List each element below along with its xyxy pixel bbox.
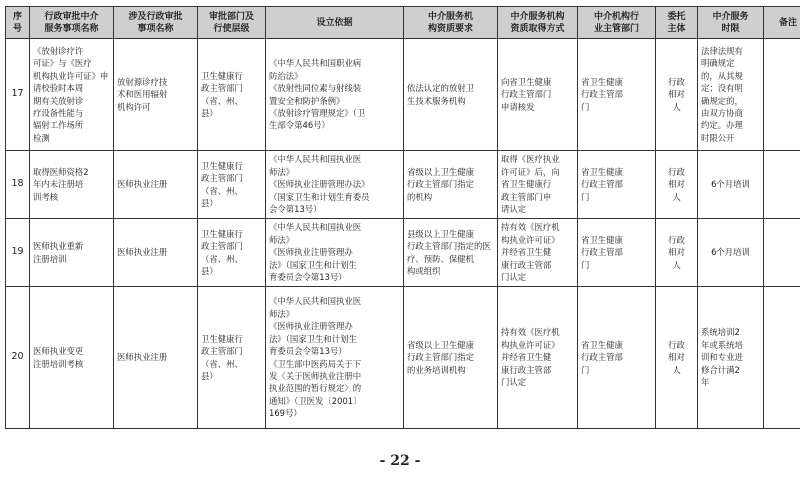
- cell-line: 构执业许可证》: [501, 234, 560, 245]
- cell-method: [498, 219, 578, 287]
- cell-line: 可证》与《医疗: [33, 58, 92, 69]
- cell-line: 时限: [721, 23, 740, 34]
- cell-dept: [198, 287, 266, 429]
- cell-line: 行政主管部: [581, 247, 623, 258]
- cell-line: 门: [581, 191, 590, 202]
- cell-line: 确规定的，: [701, 95, 743, 106]
- cell-line: 训考核: [33, 191, 59, 202]
- cell-line: 持有效《医疗机: [501, 327, 560, 338]
- header-client: [656, 7, 698, 39]
- header-row: [6, 7, 800, 39]
- cell-dept: [198, 151, 266, 219]
- cell-line: 师法》: [269, 166, 295, 177]
- cell-line: 行政主管部门指定: [407, 179, 474, 190]
- cell-basis: [266, 151, 404, 219]
- cell-line: 持有效《医疗机: [501, 222, 560, 233]
- cell-line: 机构许可: [117, 101, 151, 112]
- cell-line: 医师执业重新: [33, 241, 84, 252]
- cell-remark: [764, 219, 800, 287]
- cell-line: 通知》（卫医发〔2001〕: [269, 395, 362, 406]
- cell-line: 省卫生健康: [581, 339, 623, 350]
- cell-line: 辐射工作场所: [33, 120, 84, 131]
- cell-line: 中介服务机构: [510, 11, 565, 22]
- cell-authority: [578, 287, 656, 429]
- cell-line: 《医师执业注册管理办法》: [269, 179, 370, 190]
- cell-line: 6个月培训: [711, 179, 750, 190]
- cell-line: 行政主管部: [581, 179, 623, 190]
- cell-item: [30, 287, 114, 429]
- cell-line: 《医师执业注册管理办: [269, 247, 353, 258]
- cell-line: 《中华人民共和国职业病: [269, 58, 362, 69]
- table-row: [6, 39, 800, 151]
- cell-line: 行政主管部门: [501, 89, 552, 100]
- cell-line: 业主管部门: [593, 23, 639, 34]
- header-related: [114, 7, 198, 39]
- cell-line: 构资质要求: [427, 23, 473, 34]
- cell-line: 取得医师资格2: [33, 166, 89, 177]
- cell-line: 中介服务机: [427, 11, 473, 22]
- cell-timelimit: [698, 39, 764, 151]
- cell-line: （省、州、: [201, 95, 243, 106]
- cell-line: 《中华人民共和国执业医: [269, 296, 362, 307]
- page-number: - 22 -: [379, 453, 421, 469]
- cell-line: 医师执业变更: [33, 346, 84, 357]
- cell-line: 行政主管部: [581, 89, 623, 100]
- cell-line: 《中华人民共和国执业医: [269, 222, 362, 233]
- cell-line: 门: [581, 364, 590, 375]
- cell-line: 中介服务: [712, 11, 749, 22]
- cell-line: 会令第13号）: [269, 204, 322, 215]
- cell-line: （省、州、: [201, 358, 243, 369]
- approval-items-table: [5, 6, 800, 429]
- cell-line: 卫生健康行: [201, 228, 243, 239]
- cell-item: [30, 219, 114, 287]
- cell-line: 行使层级: [213, 23, 250, 34]
- cell-line: 医师执业注册: [117, 352, 168, 363]
- cell-line: 注册培训: [33, 253, 67, 264]
- cell-line: （省、州、: [201, 253, 243, 264]
- cell-qual: [404, 219, 498, 287]
- cell-line: 育委员会令第13号）: [269, 272, 347, 283]
- cell-line: 备注: [778, 17, 797, 28]
- cell-line: 《卫生部中医药局关于下: [269, 358, 362, 369]
- cell-line: 行政主管部门指定: [407, 352, 474, 363]
- cell-line: 康行政主管部: [501, 259, 552, 270]
- cell-client: [656, 39, 698, 151]
- cell-line: 年或系统培: [701, 339, 743, 350]
- cell-line: 6个月培训: [711, 247, 750, 258]
- cell-line: 明确规定: [701, 58, 735, 69]
- cell-line: 许可证》后，向: [501, 166, 560, 177]
- cell-remark: [764, 39, 800, 151]
- cell-line: 防治法》: [269, 70, 303, 81]
- cell-line: 的，从其规: [701, 70, 743, 81]
- cell-line: 涉及行政审批: [128, 11, 183, 22]
- cell-line: 省级以上卫生健康: [407, 166, 474, 177]
- cell-line: 政主管部门: [201, 83, 243, 94]
- cell-dept: [198, 219, 266, 287]
- cell-line: 期有关放射诊: [33, 95, 84, 106]
- cell-basis: [266, 287, 404, 429]
- cell-line: 政主管部门: [201, 346, 243, 357]
- cell-line: 人: [672, 101, 681, 112]
- cell-line: 构执业许可证》: [501, 339, 560, 350]
- cell-line: 主体: [667, 23, 686, 34]
- cell-line: 请认定: [501, 204, 527, 215]
- cell-line: 委托: [667, 11, 686, 22]
- cell-line: 人: [672, 259, 681, 270]
- cell-line: 申请核发: [501, 101, 535, 112]
- cell-line: 机构执业许可证》申: [33, 70, 109, 81]
- cell-client: [656, 151, 698, 219]
- cell-line: 构或组织: [407, 265, 441, 276]
- table-row: [6, 287, 800, 429]
- cell-line: 育委员会令第13号）: [269, 346, 347, 357]
- header-dept: [198, 7, 266, 39]
- cell-line: 法律法规有: [701, 45, 743, 56]
- cell-line: 中介机构行: [593, 11, 639, 22]
- cell-line: 请校验时本周: [33, 83, 84, 94]
- cell-basis: [266, 39, 404, 151]
- cell-timelimit: [698, 219, 764, 287]
- cell-line: 县）: [201, 265, 218, 276]
- cell-line: （省、州、: [201, 185, 243, 196]
- cell-item: [30, 151, 114, 219]
- cell-line: 由双方协商: [701, 107, 743, 118]
- cell-line: 并经省卫生健: [501, 247, 552, 258]
- cell-line: 相对: [668, 179, 685, 190]
- cell-line: 政主管部门: [201, 241, 243, 252]
- cell-line: 行政审批中介: [44, 11, 99, 22]
- cell-line: 政主管部门: [201, 173, 243, 184]
- cell-line: 年内未注册培: [33, 179, 84, 190]
- cell-line: 的业务培训机构: [407, 364, 466, 375]
- cell-line: 执业范围的暂行规定〉的: [269, 383, 362, 394]
- cell-timelimit: [698, 287, 764, 429]
- cell-line: 序: [12, 11, 22, 22]
- cell-line: 县）: [201, 107, 218, 118]
- header-basis: [266, 7, 404, 39]
- cell-line: 省卫生健康: [581, 234, 623, 245]
- cell-related: [114, 287, 198, 429]
- cell-line: 时限公开: [701, 132, 735, 143]
- cell-line: 依法认定的放射卫: [407, 83, 474, 94]
- cell-line: 卫生健康行: [201, 160, 243, 171]
- cell-line: 省卫生健康行: [501, 179, 552, 190]
- cell-line: 向省卫生健康: [501, 76, 552, 87]
- cell-line: 169号）: [269, 408, 302, 419]
- cell-line: 发〈关于医师执业注册中: [269, 370, 362, 381]
- cell-line: 行政主管部: [581, 352, 623, 363]
- cell-line: 系统培训2: [701, 327, 740, 338]
- table-row: [6, 219, 800, 287]
- cell-line: 注册培训考核: [33, 358, 84, 369]
- cell-method: [498, 151, 578, 219]
- cell-qual: [404, 287, 498, 429]
- cell-line: 法》（国家卫生和计划生: [269, 333, 357, 344]
- cell-line: 相对: [668, 89, 685, 100]
- cell-line: 《医师执业注册管理办: [269, 321, 353, 332]
- cell-client: [656, 287, 698, 429]
- header-method: [498, 7, 578, 39]
- cell-line: 省卫生健康: [581, 166, 623, 177]
- cell-line: 门: [581, 101, 590, 112]
- cell-related: [114, 39, 198, 151]
- cell-remark: [764, 151, 800, 219]
- cell-line: 行政: [668, 166, 685, 177]
- cell-line: 行政: [668, 76, 685, 87]
- cell-line: 省卫生健康: [581, 76, 623, 87]
- header-remark: [764, 7, 800, 39]
- cell-line: 县级以上卫生健康: [407, 228, 474, 239]
- cell-line: 训和专业进: [701, 352, 743, 363]
- cell-line: 约定。办理: [701, 120, 743, 131]
- cell-line: 相对: [668, 352, 685, 363]
- cell-line: 相对: [668, 247, 685, 258]
- cell-line: 疗、预防、保健机: [407, 253, 474, 264]
- cell-line: 取得《医疗执业: [501, 154, 560, 165]
- cell-line: 修合计满2: [701, 364, 740, 375]
- cell-line: 事项名称: [137, 23, 174, 34]
- cell-line: 术和医用辐射: [117, 89, 168, 100]
- cell-dept: [198, 39, 266, 151]
- cell-line: 省级以上卫生健康: [407, 339, 474, 350]
- cell-line: 医师执业注册: [117, 179, 168, 190]
- cell-line: 疗设备性能与: [33, 107, 84, 118]
- cell-line: 年: [701, 377, 710, 388]
- header-timelimit: [698, 7, 764, 39]
- cell-line: （国家卫生和计划生育委员: [269, 191, 370, 202]
- cell-qual: [404, 151, 498, 219]
- cell-line: 并经省卫生健: [501, 352, 552, 363]
- cell-authority: [578, 151, 656, 219]
- cell-line: 审批部门及: [208, 11, 254, 22]
- cell-line: 门: [581, 259, 590, 270]
- cell-line: 行政: [668, 339, 685, 350]
- cell-line: 康行政主管部: [501, 364, 552, 375]
- header-seq: [6, 7, 30, 39]
- cell-line: 号: [12, 23, 22, 34]
- cell-line: 生部令第46号）: [269, 120, 330, 131]
- cell-seq: 17: [6, 39, 30, 151]
- cell-line: 检测: [33, 132, 50, 143]
- cell-line: 定；没有明: [701, 83, 743, 94]
- header-item: [30, 7, 114, 39]
- cell-line: 医师执业注册: [117, 247, 168, 258]
- cell-line: 行政: [668, 234, 685, 245]
- header-qual: [404, 7, 498, 39]
- cell-line: 师法》: [269, 234, 295, 245]
- cell-line: 人: [672, 191, 681, 202]
- header-authority: [578, 7, 656, 39]
- cell-line: 行政主管部门指定的医: [407, 241, 491, 252]
- cell-line: 县）: [201, 370, 218, 381]
- cell-line: 卫生健康行: [201, 70, 243, 81]
- cell-qual: [404, 39, 498, 151]
- cell-related: [114, 219, 198, 287]
- cell-authority: [578, 219, 656, 287]
- cell-client: [656, 219, 698, 287]
- cell-seq: 18: [6, 151, 30, 219]
- cell-authority: [578, 39, 656, 151]
- cell-timelimit: [698, 151, 764, 219]
- cell-line: 生技术服务机构: [407, 95, 466, 106]
- cell-item: [30, 39, 114, 151]
- cell-line: 卫生健康行: [201, 333, 243, 344]
- cell-related: [114, 151, 198, 219]
- cell-method: [498, 39, 578, 151]
- cell-line: 《放射性同位素与射线装: [269, 83, 362, 94]
- cell-line: 设立依据: [316, 17, 353, 28]
- cell-basis: [266, 219, 404, 287]
- cell-line: 置安全和防护条例》: [269, 95, 345, 106]
- cell-line: 政主管部门申: [501, 191, 552, 202]
- cell-method: [498, 287, 578, 429]
- cell-seq: 20: [6, 287, 30, 429]
- cell-line: 《放射诊疗许: [33, 45, 84, 56]
- cell-line: 放射源诊疗技: [117, 76, 168, 87]
- cell-line: 《放射诊疗管理规定》（卫: [269, 107, 366, 118]
- cell-line: 人: [672, 364, 681, 375]
- cell-line: 的机构: [407, 191, 433, 202]
- cell-line: 《中华人民共和国执业医: [269, 154, 362, 165]
- cell-line: 门认定: [501, 377, 527, 388]
- cell-line: 资质取得方式: [510, 23, 565, 34]
- cell-remark: [764, 287, 800, 429]
- cell-line: 师法》: [269, 308, 295, 319]
- table-row: [6, 151, 800, 219]
- cell-line: 服务事项名称: [44, 23, 99, 34]
- cell-line: 县）: [201, 197, 218, 208]
- cell-line: 法》（国家卫生和计划生: [269, 259, 357, 270]
- cell-seq: 19: [6, 219, 30, 287]
- cell-line: 门认定: [501, 272, 527, 283]
